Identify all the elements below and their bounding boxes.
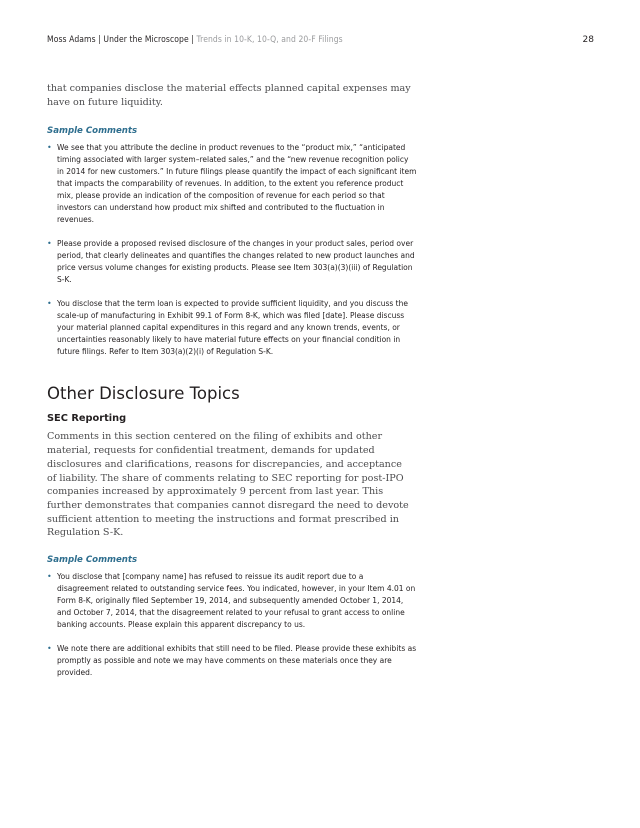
list-item bbox=[47, 643, 417, 679]
list-item bbox=[47, 571, 417, 631]
sample-comments-heading-1: Sample Comments bbox=[47, 126, 138, 137]
header-topic: Trends in 10-K, 10-Q, and 20-F Filings bbox=[196, 35, 343, 45]
page-number: 28 bbox=[582, 35, 594, 45]
sample-comments-heading-2: Sample Comments bbox=[47, 555, 138, 566]
intro-paragraph: that companies disclose the material effects planned capital expenses may have on future liquidity. bbox=[47, 83, 411, 108]
list-item bbox=[47, 142, 417, 226]
comment-text: We see that you attribute the decline in product revenues to the “product mix,” “anticipated timing associated with larger system–related sales,” and the “new revenue recognition policy in 2014 for new customers.” In future filings please quantify the impact of each significant item that impacts the comparability of revenues. In addition, to the extent you reference product mix, please provide an indication of the composition of revenue for each period so that investors can understand how product mix shifted and contributed to the fluctuation in revenues. bbox=[57, 143, 417, 225]
comment-list-2 bbox=[47, 571, 417, 679]
comment-list-1 bbox=[47, 142, 417, 358]
bullet-icon: • bbox=[47, 572, 52, 582]
header-brand: Moss Adams | Under the Microscope | bbox=[47, 35, 197, 45]
comment-text: You disclose that the term loan is expected to provide sufficient liquidity, and you discuss the scale-up of manufacturing in Exhibit 99.1 of Form 8-K, which was filed [date]. Please discuss your material planned capital expenditures in this regard and any known trends, events, or uncertainties reasonably likely to have material future effects on your financial condition in future filings. Refer to Item 303(a)(2)(i) of Regulation S-K. bbox=[57, 299, 408, 357]
page-content bbox=[47, 82, 417, 679]
bullet-icon: • bbox=[47, 143, 52, 153]
sec-reporting-paragraph: Comments in this section centered on the filing of exhibits and other material, requests for confidential treatment, demands for updated disclosures and clarifications, reasons for discrepancies, and acceptance of liability. The share of comments relating to SEC reporting for post-IPO companies increased by approximately 9 percent from last year. This further demonstrates that companies cannot disregard the need to devote sufficient attention to meeting the instructions and format prescribed in Regulation S-K. bbox=[47, 431, 409, 539]
bullet-icon: • bbox=[47, 644, 52, 654]
running-header bbox=[47, 35, 539, 49]
bullet-icon: • bbox=[47, 239, 52, 249]
bullet-icon: • bbox=[47, 299, 52, 309]
comment-text: Please provide a proposed revised disclosure of the changes in your product sales, period over period, that clearly delineates and quantifies the changes related to new product launches and price versus volume changes for existing products. Please see Item 303(a)(3)(iii) of Regulation S-K. bbox=[57, 239, 415, 285]
comment-text: We note there are additional exhibits that still need to be filed. Please provide these exhibits as promptly as possible and note we may have comments on these materials once they are provided. bbox=[57, 644, 417, 678]
list-item bbox=[47, 238, 417, 286]
list-item bbox=[47, 298, 417, 358]
comment-text: You disclose that [company name] has refused to reissue its audit report due to a disagreement related to outstanding service fees. You indicated, however, in your Item 4.01 on Form 8-K, originally filed September 19, 2014, and subsequently amended October 1, 2014, and October 7, 2014, that the disagreement related to your refusal to grant access to online banking accounts. Please explain this apparent discrepancy to us. bbox=[57, 572, 416, 630]
section-title: Other Disclosure Topics bbox=[47, 384, 240, 404]
subsection-title: SEC Reporting bbox=[47, 413, 127, 425]
